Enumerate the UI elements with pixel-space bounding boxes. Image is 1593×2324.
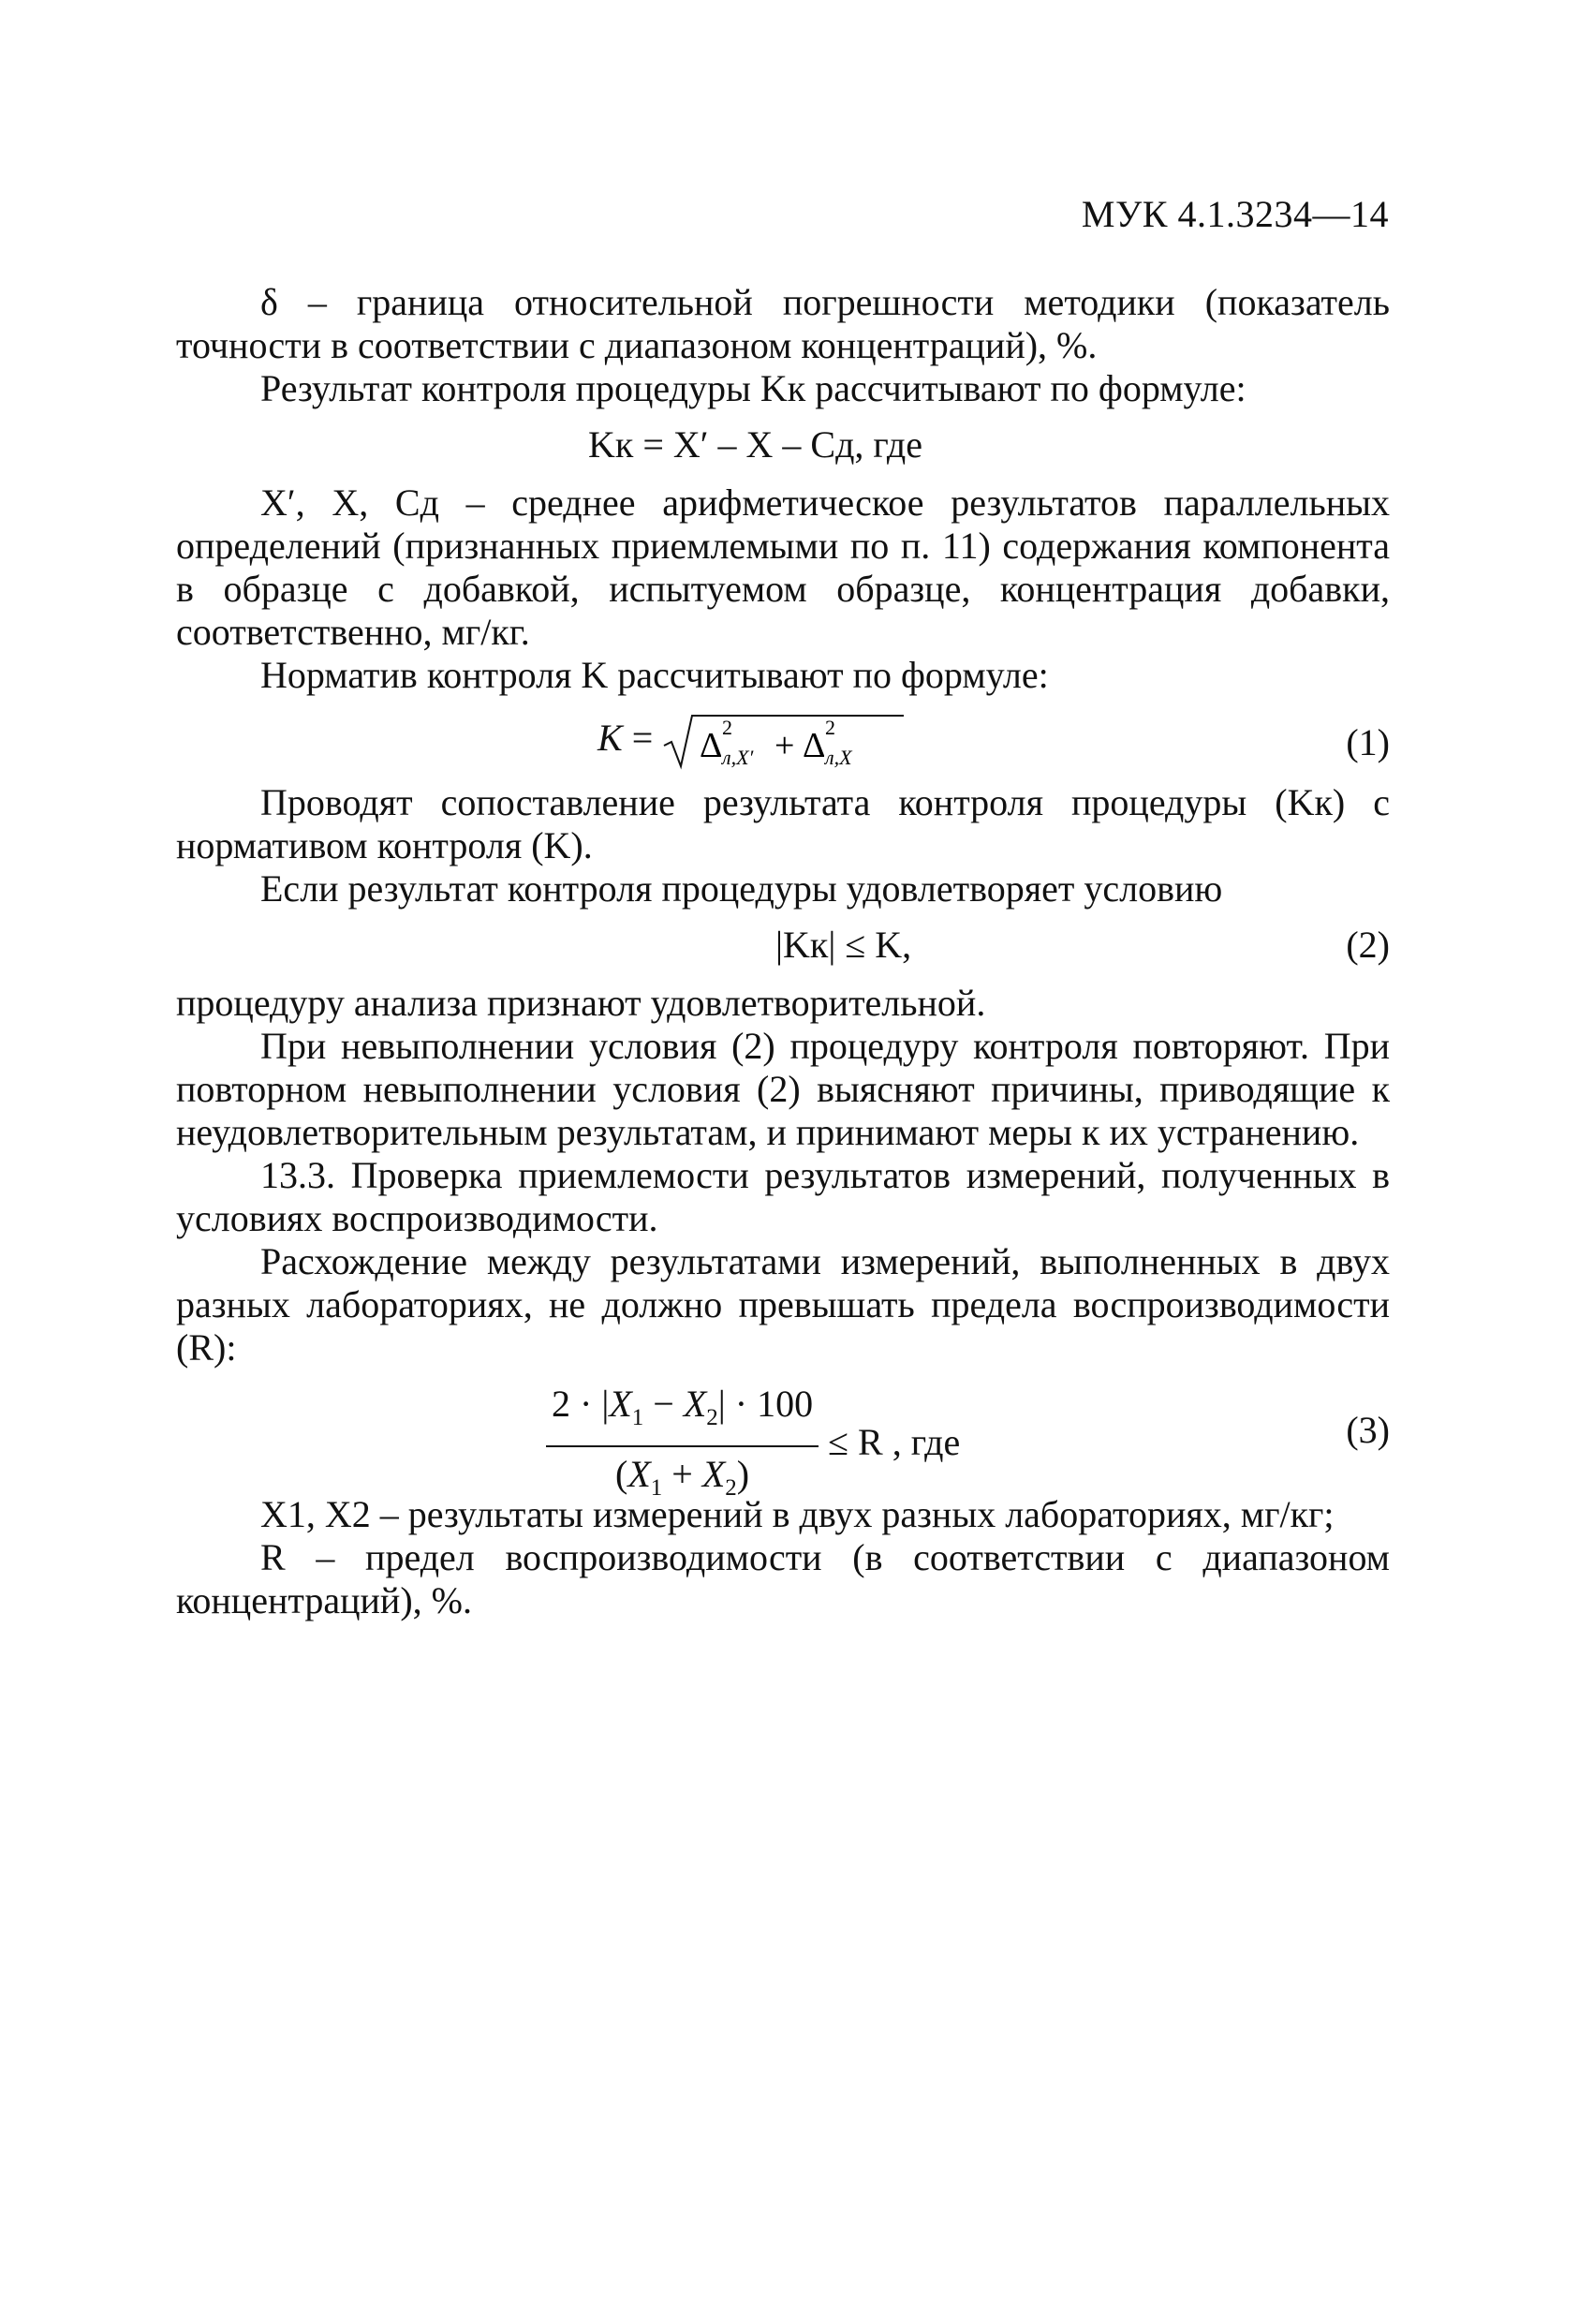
paragraph-x1-x2-definition: X1, X2 – результаты измерений в двух разных лабораториях, мг/кг;	[260, 1493, 1335, 1535]
formula-3-suffix: ≤ R , где	[828, 1421, 961, 1464]
svg-text:Δ: Δ	[700, 726, 723, 765]
paragraph-comparison: Проводят сопоставление результата контроля процедуры (Kк) с нормативом контроля (K).	[176, 781, 1390, 866]
paragraph-variables-definition: X′, X, Cд – среднее арифметическое результатов параллельных определений (признанных приемлемыми по п. 11) содержания компонента в образце с добавкой, испытуемом образце, концентрация добавки, соответственно, мг/кг.	[176, 481, 1390, 653]
document-code-header: МУК 4.1.3234—14	[1081, 193, 1389, 235]
paragraph-reproducibility: Расхождение между результатами измерений, выполненных в двух разных лабораториях, не должно превышать предела воспроизводимости (R):	[176, 1240, 1390, 1369]
formula-3	[176, 1375, 1390, 1501]
paragraph-kk-intro: Результат контроля процедуры Kк рассчитывают по формуле:	[260, 367, 1246, 409]
formula-kk-expression: Kк = X′ – X – Cд, где	[588, 423, 922, 466]
formula-kk	[176, 416, 1390, 476]
formula-3-expression	[546, 1383, 960, 1510]
formula-1	[176, 703, 1390, 776]
svg-text:2: 2	[722, 716, 733, 739]
svg-text:2: 2	[825, 716, 836, 739]
paragraph-condition-intro: Если результат контроля процедуры удовлетворяет условию	[260, 867, 1223, 910]
paragraph-section-13-3: 13.3. Проверка приемлемости результатов измерений, полученных в условиях воспроизводимости.	[176, 1154, 1390, 1239]
paragraph-k-intro: Норматив контроля K рассчитывают по формуле:	[260, 654, 1049, 696]
svg-text:+: +	[774, 726, 795, 765]
svg-text:л,X′: л,X′	[722, 746, 754, 769]
formula-2	[176, 916, 1390, 976]
formula-3-numerator: $2 \cdot |X_1 - X_2| \cdot 100$	[546, 1383, 819, 1447]
document-body	[176, 281, 1390, 1622]
formula-2-expression: |Kк| ≤ K,	[775, 924, 912, 966]
formula-3-denominator: $(X_1 + X_2)$	[615, 1453, 750, 1501]
paragraph-repeat-control: При невыполнении условия (2) процедуру контроля повторяют. При повторном невыполнении условия (2) выясняют причины, приводящие к неудовлетворительным результатам, и принимают меры к их устранению.	[176, 1025, 1390, 1153]
svg-text:л,X: л,X	[825, 746, 852, 769]
paragraph-r-definition: R – предел воспроизводимости (в соответствии с диапазоном концентраций), %.	[176, 1536, 1390, 1621]
formula-3-fraction	[546, 1383, 819, 1510]
sqrt-sign	[662, 714, 906, 770]
formula-3-number: (3)	[1346, 1409, 1390, 1451]
formula-1-number: (1)	[1346, 721, 1390, 763]
svg-text:Δ: Δ	[803, 726, 826, 765]
paragraph-delta-definition: δ – граница относительной погрешности методики (показатель точности в соответствии с диапазоном концентраций), %.	[176, 281, 1390, 366]
formula-1-expression: K = Δ 2 л,X′ + Δ 2 л,X	[597, 714, 906, 770]
formula-2-number: (2)	[1346, 924, 1390, 966]
paragraph-satisfactory: процедуру анализа признают удовлетворительной.	[176, 982, 986, 1024]
